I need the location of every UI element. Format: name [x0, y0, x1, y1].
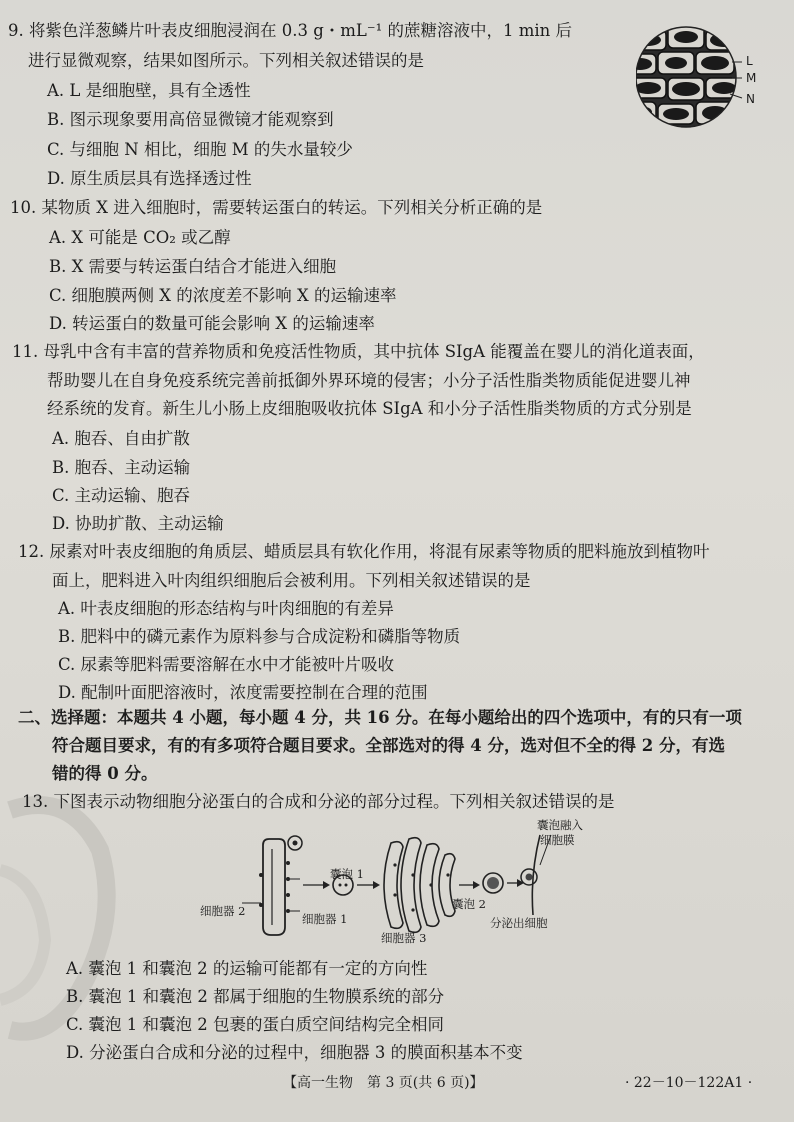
q9-label-l: L: [746, 54, 753, 68]
q9-stem-line2: 进行显微观察，结果如图所示。下列相关叙述错误的是: [28, 51, 424, 70]
q10-option-d: D. 转运蛋白的数量可能会影响 X 的运输速率: [49, 314, 375, 333]
q12-option-d: D. 配制叶面肥溶液时，浓度需要控制在合理的范围: [58, 683, 428, 702]
q12-stem-line1: 12. 尿素对叶表皮细胞的角质层、蜡质层具有软化作用，将混有尿素等物质的肥料施放到植物叶: [18, 542, 710, 561]
exam-code: · 22－10－122A1 ·: [625, 1075, 753, 1091]
q13-label-secreted: 分泌出细胞: [490, 916, 548, 930]
q13-label-vesicle-fuse-1: 囊泡融入: [537, 818, 583, 832]
q13-label-organelle3: 细胞器 3: [381, 931, 427, 945]
q13-option-b: B. 囊泡 1 和囊泡 2 都属于细胞的生物膜系统的部分: [66, 987, 445, 1006]
section2-line1: 二、选择题：本题共 4 小题，每小题 4 分，共 16 分。在每小题给出的四个选项中，有的只有一项: [18, 708, 742, 727]
q11-stem-line1: 11. 母乳中含有丰富的营养物质和免疫活性物质，其中抗体 SIgA 能覆盖在婴儿的消化道表面，: [12, 342, 705, 361]
q9-stem-line1: 9. 将紫色洋葱鳞片叶表皮细胞浸润在 0.3 g・mL⁻¹ 的蔗糖溶液中，1 min 后: [8, 21, 572, 40]
q9-label-m: M: [746, 71, 757, 85]
q10-option-b: B. X 需要与转运蛋白结合才能进入细胞: [49, 257, 337, 276]
q11-stem-line3: 经系统的发育。新生儿小肠上皮细胞吸收抗体 SIgA 和小分子活性脂类物质的方式分别是: [47, 399, 692, 418]
q13-label-organelle2: 细胞器 2: [200, 904, 246, 918]
q12-option-c: C. 尿素等肥料需要溶解在水中才能被叶片吸收: [58, 655, 395, 674]
q11-option-c: C. 主动运输、胞吞: [52, 486, 191, 505]
q9-cell-micrograph: [636, 22, 746, 132]
section2-line3: 错的得 0 分。: [52, 764, 158, 783]
q13-label-vesicle-fuse-2: 细胞膜: [540, 833, 575, 847]
q12-option-b: B. 肥料中的磷元素作为原料参与合成淀粉和磷脂等物质: [58, 627, 461, 646]
q11-option-a: A. 胞吞、自由扩散: [52, 429, 190, 448]
q9-option-c: C. 与细胞 N 相比，细胞 M 的失水量较少: [47, 140, 353, 159]
q10-option-c: C. 细胞膜两侧 X 的浓度差不影响 X 的运输速率: [49, 286, 397, 305]
q9-label-n: N: [746, 92, 755, 106]
q11-option-b: B. 胞吞、主动运输: [52, 458, 191, 477]
q10-option-a: A. X 可能是 CO₂ 或乙醇: [49, 228, 231, 247]
q10-stem: 10. 某物质 X 进入细胞时，需要转运蛋白的转运。下列相关分析正确的是: [10, 198, 543, 217]
q13-option-a: A. 囊泡 1 和囊泡 2 的运输可能都有一定的方向性: [66, 959, 428, 978]
q9-option-d: D. 原生质层具有选择透过性: [47, 169, 252, 188]
q13-option-c: C. 囊泡 1 和囊泡 2 包裹的蛋白质空间结构完全相同: [66, 1015, 445, 1034]
q13-label-organelle1: 细胞器 1: [302, 912, 348, 926]
background-watermark: [0, 790, 120, 1050]
q13-label-vesicle1: 囊泡 1: [330, 867, 364, 881]
q13-stem: 13. 下图表示动物细胞分泌蛋白的合成和分泌的部分过程。下列相关叙述错误的是: [22, 792, 615, 811]
q11-stem-line2: 帮助婴儿在自身免疫系统完善前抵御外界环境的侵害；小分子活性脂类物质能促进婴儿神: [47, 371, 691, 390]
q13-option-d: D. 分泌蛋白合成和分泌的过程中，细胞器 3 的膜面积基本不变: [66, 1043, 523, 1062]
q13-label-vesicle2: 囊泡 2: [452, 897, 486, 911]
q9-option-b: B. 图示现象要用高倍显微镜才能观察到: [47, 110, 334, 129]
q12-option-a: A. 叶表皮细胞的形态结构与叶肉细胞的有差异: [58, 599, 394, 618]
q9-option-a: A. L 是细胞壁，具有全透性: [47, 81, 251, 100]
section2-line2: 符合题目要求，有的有多项符合题目要求。全部选对的得 4 分，选对但不全的得 2 分，有选: [52, 736, 725, 755]
q11-option-d: D. 协助扩散、主动运输: [52, 514, 224, 533]
q12-stem-line2: 面上，肥料进入叶肉组织细胞后会被利用。下列相关叙述错误的是: [52, 571, 531, 590]
page-footer: 【高一生物 第 3 页(共 6 页)】: [283, 1075, 484, 1091]
